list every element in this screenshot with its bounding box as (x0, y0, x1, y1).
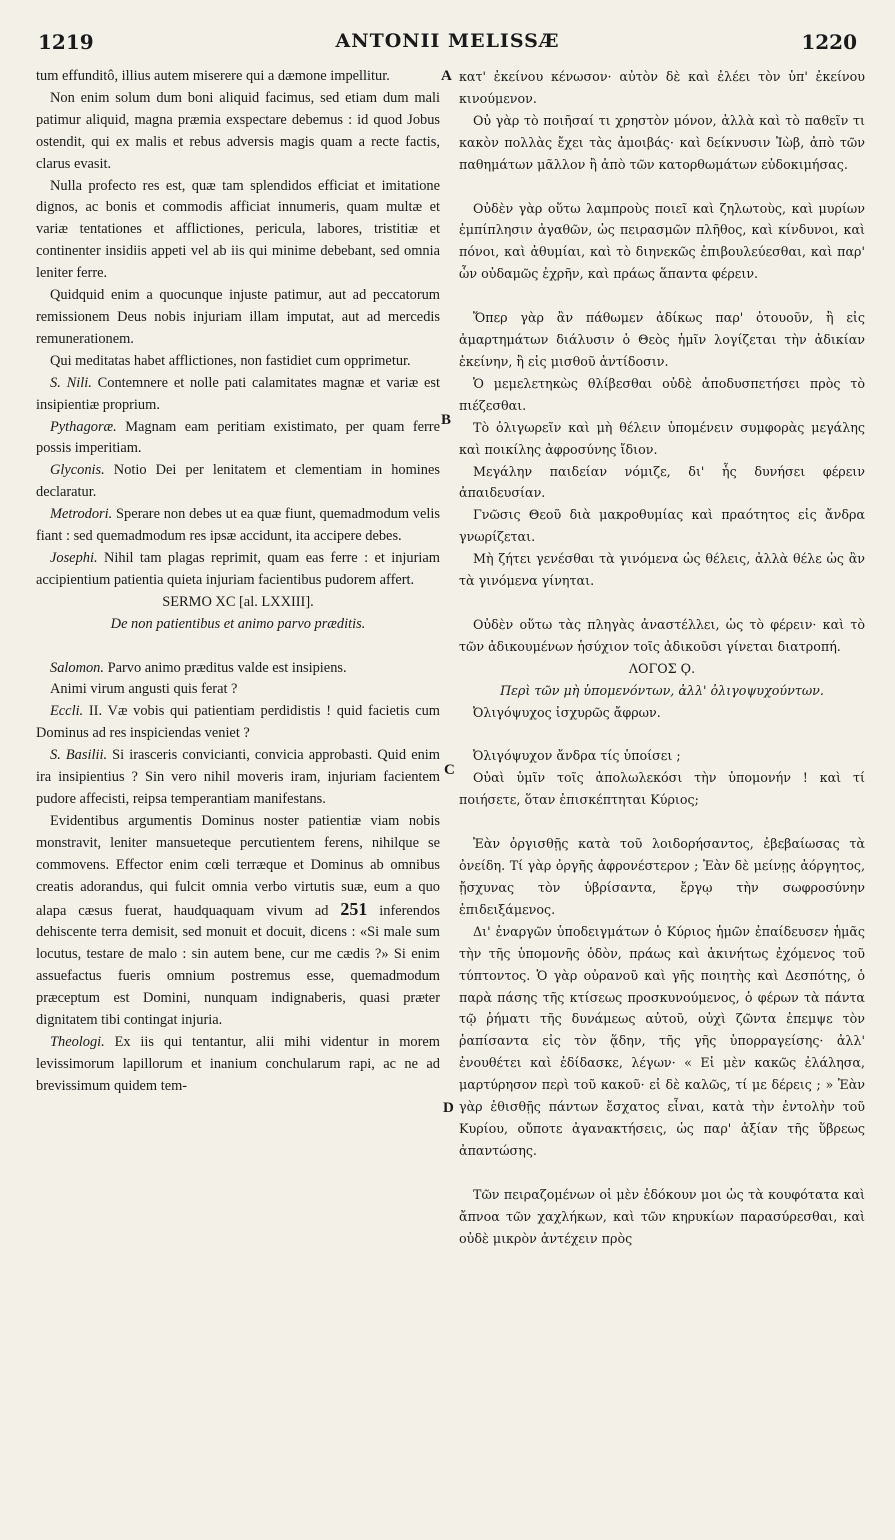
paragraph-text: Nihil tam plagas reprimit, quam eas ferre : et injuriam accipientium patientia quieta injuriam facientibus pudorem affert. (36, 549, 440, 588)
paragraph-text: Sperare non debes ut ea quæ fiunt, quemadmodum velis fiant : sed quemadmodum res ipsæ accidunt, ita accipere debes. (36, 506, 440, 545)
latin-paragraph (36, 1032, 440, 1098)
latin-paragraph: Animi virum angusti quis ferat ? (50, 681, 238, 698)
latin-paragraph: Quidquid enim a quocunque injuste patimur, aut ad peccatorum remissionem Deus nobis injuriam illam imputat, aut ad mercedis remunerationem. (36, 287, 440, 347)
sermo-subtitle: De non patientibus et animo parvo præditis. (110, 615, 366, 632)
latin-paragraph (36, 658, 440, 680)
margin-letter-c: C (444, 762, 455, 778)
latin-column (36, 66, 440, 1098)
paragraph-text: II. Væ vobis qui patientiam perdidistis ! quid facietis cum Dominus ad res inspiciendas veniet ? (36, 703, 440, 742)
greek-paragraph: Οὐδὲν γὰρ οὕτω λαμπροὺς ποιεῖ καὶ ζηλωτοὺς, καὶ μυρίων ἐμπίπλησιν ἀγαθῶν, ὡς πειρασμῶν πλῆθος, καὶ κίνδυνοι, καὶ πόνοι, καὶ ἀθυμίαι, καὶ τὸ διηνεκῶς ἐπιβουλεύεσθαι, καὶ παρ' ὧν οὐδαμῶς ἐχρῆν, καὶ πράως ἅπαντα φέρειν. (459, 200, 865, 282)
margin-letter-a: A (441, 68, 452, 84)
greek-paragraph: Οὐ γὰρ τὸ ποιῆσαί τι χρηστὸν μόνον, ἀλλὰ καὶ τὸ παθεῖν τι κακὸν πολλὰς ἔχει τὰς ἀμοιβάς· καὶ δείκνυσιν Ἰὼβ, ἀπὸ τῶν παθημάτων μᾶλλον ἢ ἀπὸ τῶν κατορθωμάτων εὐδοκιμήσας. (459, 112, 865, 172)
latin-paragraph: tum effunditô, illius autem miserere qui a dæmone impellitur. (36, 68, 390, 84)
margin-letter-b: B (441, 412, 452, 428)
margin-letter-d: D (443, 1100, 454, 1116)
source-attribution: S. Nili. (50, 374, 92, 391)
greek-paragraph: Οὐαὶ ὑμῖν τοῖς ἀπολωλεκόσι τὴν ὑπομονήν ! καὶ τί ποιήσετε, ὅταν ἐπισκέπτηται Κύριος; (459, 770, 865, 808)
latin-paragraph (36, 373, 440, 417)
sermo-title: SERMO XC [al. LXXIII]. (162, 593, 314, 610)
greek-paragraph: Γνῶσις Θεοῦ διὰ μακροθυμίας καὶ πραότητος εἰς ἄνδρα γνωρίζεται. (459, 507, 865, 545)
paragraph-text: Magnam eam peritiam existimato, per quam ferre possis imperitiam. (36, 418, 440, 457)
source-attribution: Theologi. (50, 1033, 105, 1050)
greek-paragraph: Μὴ ζήτει γενέσθαι τὰ γινόμενα ὡς θέλεις, ἀλλὰ θέλε ὡς ἂν τὰ γινόμενα γίνηται. (459, 551, 865, 589)
greek-paragraph: Ὀλιγόψυχον ἄνδρα τίς ὑποίσει ; (473, 748, 681, 764)
paragraph-text: Parvo animo præditus valde est insipiens. (103, 659, 347, 676)
latin-paragraph (36, 811, 440, 1032)
latin-paragraph (36, 460, 440, 504)
source-attribution: Glyconis. (50, 462, 105, 479)
latin-paragraph (36, 701, 440, 745)
page-header (30, 30, 865, 60)
latin-paragraph (36, 745, 440, 811)
greek-paragraph: Ὅπερ γὰρ ἂν πάθωμεν ἀδίκως παρ' ὁτουοῦν, ἢ εἰς ἁμαρτημάτων διάλυσιν ὁ Θεὸς ἡμῖν λογίζεται τὴν ἀδικίαν ἐκείνην, ἢ εἰς μισθοῦ ἀντίδοσιν. (459, 310, 865, 369)
latin-paragraph (36, 548, 440, 592)
latin-paragraph: Qui meditatas habet afflictiones, non fastidiet cum opprimetur. (50, 352, 411, 369)
source-attribution: Salomon. (50, 659, 104, 676)
paragraph-text: Evidentibus argumentis Dominus noster patientiæ viam nobis monstravit, leniter mansueteque percutientem ferens, nihilque se commovens. Effector enim cœli terræque et Dominus ab omnibus creatis adorandus, qui fulcit omnia verbo virtutis suæ, eum a quo alapa cæsus fuerat, haudquaquam vivum ad (36, 812, 440, 919)
column-number: 251 (340, 898, 368, 919)
page-number-right: 1220 (801, 30, 857, 54)
running-title: ANTONII MELISSÆ (335, 30, 560, 52)
source-attribution: Pythagoræ. (50, 418, 117, 435)
greek-column (459, 66, 865, 1250)
source-attribution: S. Basilii. (50, 747, 108, 764)
latin-paragraph (36, 504, 440, 548)
paragraph-text: Contemnere et nolle pati calamitates magnæ et variæ est insipientiæ proprium. (36, 374, 440, 413)
greek-paragraph: Ὀλιγόψυχος ἰσχυρῶς ἄφρων. (473, 704, 661, 720)
source-attribution: Josephi. (50, 549, 98, 566)
greek-paragraph: Ὁ μεμελετηκὼς θλίβεσθαι οὐδὲ ἀποδυσπετήσει πρὸς τὸ πιέζεσθαι. (459, 375, 865, 413)
greek-paragraph: κατ' ἐκείνου κένωσον· αὐτὸν δὲ καὶ ἐλέει τὸν ὑπ' ἐκείνου κινούμενον. (459, 69, 865, 106)
latin-paragraph: Nulla profecto res est, quæ tam splendidos efficiat et imitatione dignos, ac bonis et commodis afficiat innumeris, quam multæ et variæ tentationes et afflictiones, pericula, labores, tristitiæ et continenter insidiis appeti vel ab iis qui minime debebant, sed omnia leniter ferre. (36, 177, 440, 282)
source-attribution: Eccli. (50, 703, 84, 720)
paragraph-text: Notio Dei per lenitatem et clementiam in homines declaratur. (36, 462, 440, 501)
latin-paragraph: Non enim solum dum boni aliquid facimus, sed etiam dum mali patimur aliquid, magna præmia exspectare debemus : id quod Jobus ostendit, qui ex malis et rebus adversis magis quam a recte factis, clarus evasit. (36, 89, 440, 172)
greek-paragraph: Μεγάλην παιδείαν νόμιζε, δι' ἧς δυνήσει φέρειν ἀπαιδευσίαν. (459, 463, 865, 501)
latin-paragraph (36, 417, 440, 461)
greek-paragraph: Τὸ ὀλιγωρεῖν καὶ μὴ θέλειν ὑπομένειν συμφορὰς μεγάλης καὶ ποικίλης ἀφροσύνης ἴδιον. (459, 419, 865, 457)
source-attribution: Metrodori. (50, 506, 113, 523)
page-number-left: 1219 (38, 30, 94, 54)
logos-title: ΛΟΓΟΣ Ϙ. (628, 660, 696, 676)
paragraph-text: Ex iis qui tentantur, alii mihi videntur in morem levissimorum lapillorum et inanium conchularum rapi, ac ne ad brevissimum quidem tem- (36, 1033, 440, 1094)
paragraph-text: inferendos dehiscente terra demisit, sed monuit et docuit, dicens : «Si male sum locutus, testare de malo : sin autem bene, cur me cædis ?» Si enim assuefactus fueris omnium postremus esse, quemadmodum præceptum est Domini, nunquam indignaberis, quasi præter dignitatem tibi contingat injuria. (36, 902, 440, 1029)
logos-subtitle: Περὶ τῶν μὴ ὑπομενόντων, ἀλλ' ὀλιγοψυχούντων. (500, 682, 824, 698)
greek-paragraph: Οὐδὲν οὕτω τὰς πληγὰς ἀναστέλλει, ὡς τὸ φέρειν· καὶ τὸ τῶν ἀδικουμένων ἡσύχιον τοῖς ἀδικοῦσι γίνεται διατροπή. (459, 616, 865, 654)
paragraph-text: Si irasceris convicianti, convicia approbasti. Quid enim ira insipientius ? Sin vero nihil moveris iram, injuriam facientem pudore affecisti, reipsa temperantiam manifestans. (36, 747, 440, 807)
greek-paragraph: Δι' ἐναργῶν ὑποδειγμάτων ὁ Κύριος ἡμῶν ἐπαίδευσεν ἡμᾶς τὴν τῆς ὑπομονῆς ὁδὸν, πράως καὶ ἀκινήτως ἐχόμενος τοῦ τύπτοντος. Ὁ γὰρ οὐρανοῦ καὶ γῆς ποιητὴς καὶ Δεσπότης, ὁ παρὰ πάσης τῆς κτίσεως προσκυνούμενος, ὁ φέρων τὰ πάντα τῷ ῥήματι τῆς δυνάμεως αὐτοῦ, οὐχὶ ζῶντα ἐπεμψε τὸν ῥαπίσαντα εἰς τὸν ᾅδην, τῆς γῆς ὑπορραγείσης· ἀλλ' ἐνουθέτει καὶ ἐδίδασκε, λέγων· « Εἰ μὲν κακῶς ἐλάλησα, μαρτύρησον περὶ τοῦ κακοῦ· εἰ δὲ καλῶς, τί με δέρεις ; » Ἐὰν γὰρ ἐθισθῇς πάντων ἔσχατος εἶναι, κατὰ τὴν ἐντολὴν τοῦ Κυρίου, οὔποτε ἀγανακτήσεις, ὡς παρ' ἀξίαν τῆς ὕβρεως ἀπαντώσης. (459, 923, 865, 1158)
greek-paragraph: Τῶν πειραζομένων οἱ μὲν ἐδόκουν μοι ὡς τὰ κουφότατα καὶ ἄπνοα τῶν χαχλήκων, καὶ τῶν κηρυκίων παρασύρεσθαι, καὶ οὐδὲ μικρὸν ἀντέχειν πρὸς (459, 1186, 865, 1246)
greek-paragraph: Ἐὰν ὀργισθῇς κατὰ τοῦ λοιδορήσαντος, ἐβεβαίωσας τὰ ὀνείδη. Τί γὰρ ὀργῆς ἀφρονέστερον ; Ἐὰν δὲ μείνῃς ἀόργητος, ᾔσχυνας τὸν ὑβρίσαντα, ἔργῳ τὴν σωφροσύνην ἐπιδειξάμενος. (459, 836, 865, 917)
